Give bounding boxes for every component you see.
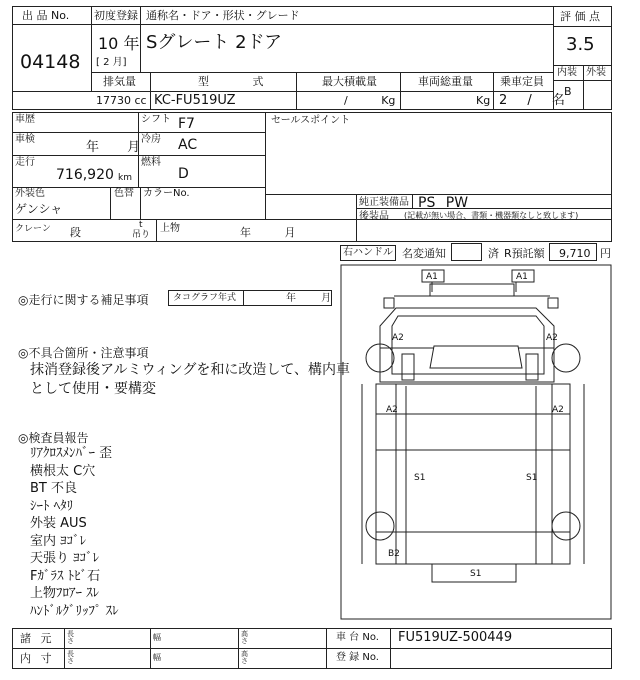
fuel-value: D bbox=[178, 166, 189, 182]
width-label-2: 幅 bbox=[153, 653, 161, 662]
inspector-item: ｼｰﾄ ﾍﾀﾘ bbox=[30, 498, 74, 514]
inspection-label: 車検 bbox=[15, 134, 35, 145]
damage-mark-s1-left: S1 bbox=[414, 473, 426, 483]
first-reg-month: [ 2 月] bbox=[96, 57, 127, 68]
inspector-item: Fｶﾞﾗｽ ﾄﾋﾞ石 bbox=[30, 568, 101, 584]
first-reg-year: 10 年 bbox=[98, 34, 140, 53]
capacity-label: 乗車定員 bbox=[500, 75, 544, 88]
tachograph-label: タコグラフ年式 bbox=[173, 293, 237, 303]
damage-mark-a2-front-right: A2 bbox=[546, 333, 558, 343]
yen-label: 円 bbox=[600, 247, 611, 260]
model-code-label: 型 式 bbox=[198, 75, 264, 88]
capacity-value: 2 / 名 bbox=[499, 93, 565, 108]
crane-label: クレーン bbox=[15, 224, 51, 234]
equipment-label: 純正装備品 bbox=[359, 197, 409, 208]
dims-label: 諸 元 bbox=[20, 632, 52, 645]
mileage-unit: km bbox=[118, 173, 132, 183]
recycle-mark: 済 bbox=[488, 247, 499, 260]
crane-value: 段 bbox=[70, 226, 81, 239]
crane-unit-hang: 吊り bbox=[132, 230, 151, 240]
chassis-no: FU519UZ-500449 bbox=[398, 630, 513, 645]
ac-value: AC bbox=[178, 137, 198, 153]
inspector-item: 横根太 C穴 bbox=[30, 463, 96, 479]
exterior-grade-label: 外装 bbox=[586, 67, 606, 78]
inspection-value: 年 月 bbox=[86, 140, 141, 155]
max-load-label: 最大積載量 bbox=[322, 75, 377, 88]
driving-notes-title: ◎走行に関する補足事項 bbox=[18, 293, 149, 307]
equipment-value: PS PW bbox=[418, 195, 469, 211]
recycle-label: R預託額 bbox=[504, 247, 545, 260]
damage-mark-s1-right: S1 bbox=[526, 473, 538, 483]
color-change-label: 色替 bbox=[114, 188, 134, 199]
damage-mark-s1-rear: S1 bbox=[470, 569, 482, 579]
damage-mark-b2: B2 bbox=[388, 549, 400, 559]
lift-label: 上物 bbox=[160, 223, 180, 234]
defects-line-1: 抹消登録後アルミウィングを和に改造して、構内車 bbox=[30, 362, 351, 378]
shift-value: F7 bbox=[178, 116, 195, 132]
width-label-1: 幅 bbox=[153, 633, 161, 642]
damage-mark-a2-side-right: A2 bbox=[552, 405, 564, 415]
tachograph-value: 年 月 bbox=[286, 293, 332, 304]
aftermarket-label: 後装品 bbox=[359, 211, 389, 222]
inspector-item: 上物ﾌﾛｱｰ ｽﾚ bbox=[30, 586, 100, 601]
ac-label: 冷房 bbox=[141, 134, 161, 145]
sales-points-label: セールスポイント bbox=[271, 115, 351, 126]
height-label-2: 高さ bbox=[241, 650, 248, 665]
lift-value: 年 月 bbox=[240, 226, 296, 239]
rating-label: 評 価 点 bbox=[560, 10, 600, 23]
gross-weight-label: 車両総重量 bbox=[418, 75, 473, 88]
rating-value: 3.5 bbox=[566, 34, 595, 55]
inspector-item: 室内 ﾖｺﾞﾚ bbox=[30, 533, 87, 549]
height-label-1: 高さ bbox=[241, 630, 248, 645]
model-code-value: KC-FU519UZ bbox=[154, 93, 236, 108]
aftermarket-note: (記載が無い場合、書類・機器類なしと致します) bbox=[404, 211, 579, 220]
interior-grade: B bbox=[564, 85, 572, 98]
crane-unit-t: t bbox=[139, 220, 143, 230]
mileage-value: 716,920 bbox=[56, 167, 114, 183]
first-reg-label: 初度登録 bbox=[94, 9, 138, 22]
inspector-item: 外装 AUS bbox=[30, 516, 87, 531]
interior-dims-label: 内 寸 bbox=[20, 652, 52, 665]
lot-no: 04148 bbox=[20, 51, 81, 73]
fuel-label: 燃料 bbox=[141, 157, 161, 168]
name-change-label: 名変通知 bbox=[402, 247, 446, 260]
name-change-box bbox=[451, 243, 482, 261]
lot-no-label: 出 品 No. bbox=[22, 9, 70, 22]
recycle-amount: 9,710 bbox=[559, 247, 591, 260]
inspector-item: 天張り ﾖｺﾞﾚ bbox=[30, 551, 100, 566]
chassis-label: 車 台 No. bbox=[336, 632, 379, 643]
inspector-item: BT 不良 bbox=[30, 481, 77, 496]
color-label: 外装色 bbox=[15, 188, 45, 199]
inspector-item: ﾊﾝﾄﾞﾙｸﾞﾘｯﾌﾟ ｽﾚ bbox=[30, 603, 119, 619]
defects-title: ◎不具合箇所・注意事項 bbox=[18, 346, 149, 360]
shift-label: シフト bbox=[141, 114, 171, 125]
gross-weight-value: Kg bbox=[476, 94, 491, 107]
history-label: 車歴 bbox=[15, 114, 35, 125]
length-label-1: 長さ bbox=[67, 630, 74, 645]
vehicle-diagram bbox=[340, 264, 612, 620]
steering-label: 右ハンドル bbox=[343, 247, 393, 258]
model-name: Sグレート 2ドア bbox=[146, 32, 283, 53]
registration-label: 登 録 No. bbox=[336, 652, 379, 663]
defects-line-2: として使用・要構変 bbox=[30, 381, 156, 397]
damage-mark-a2-side-left: A2 bbox=[386, 405, 398, 415]
inspector-item: ﾘｱｸﾛｽﾒﾝﾊﾞｰ 歪 bbox=[30, 446, 113, 461]
mileage-label: 走行 bbox=[15, 157, 35, 168]
damage-mark-a1-right: A1 bbox=[516, 272, 528, 282]
interior-grade-label: 内装 bbox=[557, 67, 577, 78]
displacement-label: 排気量 bbox=[103, 75, 136, 88]
max-load-value: / Kg bbox=[344, 94, 396, 107]
inspector-title: ◎検査員報告 bbox=[18, 431, 89, 445]
length-label-2: 長さ bbox=[67, 650, 74, 665]
damage-mark-a2-front-left: A2 bbox=[392, 333, 404, 343]
displacement-value: 17730 cc bbox=[96, 94, 147, 107]
model-label: 通称名・ドア・形状・グレード bbox=[146, 9, 300, 22]
color-code-label: カラーNo. bbox=[143, 188, 190, 199]
color-value: ゲンシャ bbox=[15, 202, 63, 216]
damage-mark-a1-left: A1 bbox=[426, 272, 438, 282]
